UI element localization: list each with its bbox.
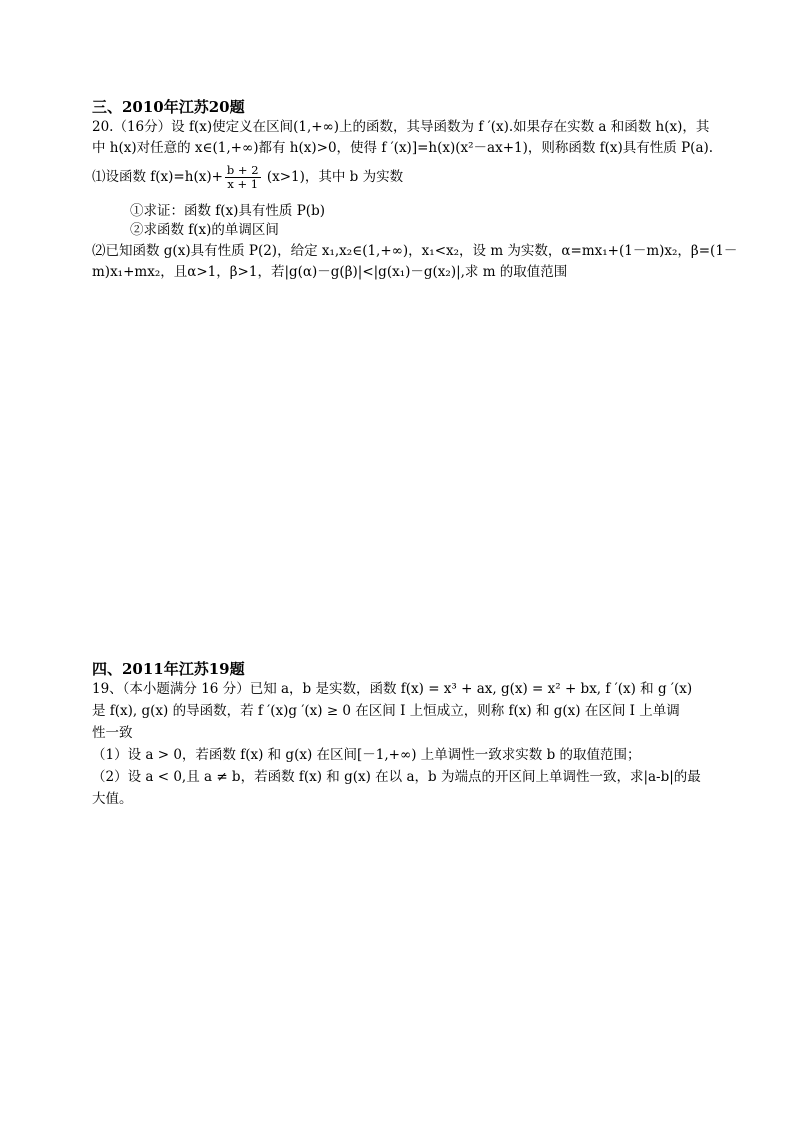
problem-20-line-2: 中 h(x)对任意的 x∈(1,+∞)都有 h(x)>0，使得 f ′(x)]=h(x)(x²－ax+1)，则称函数 f(x)具有性质 P(a).: [92, 140, 714, 156]
problem-20-part-2-line-1: ⑵已知函数 g(x)具有性质 P(2)，给定 x₁,x₂∈(1,+∞)，x₁<x₂，设 m 为实数，α=mx₁+(1－m)x₂，β=(1－: [92, 243, 738, 259]
fraction: [225, 164, 261, 191]
problem-19-line-4: （1）设 a > 0，若函数 f(x) 和 g(x) 在区间[－1,+∞) 上单调性一致求实数 b 的取值范围；: [92, 747, 641, 763]
section-3-title: 三、2010年江苏20题: [92, 98, 245, 116]
fraction-numerator: b + 2: [226, 163, 259, 177]
problem-20-subquestion-2: ②求函数 f(x)的单调区间: [130, 222, 279, 238]
part-1-suffix: (x>1)，其中 b 为实数: [262, 169, 404, 185]
section-4-title: 四、2011年江苏19题: [92, 660, 245, 678]
fraction-denominator: x + 1: [227, 177, 259, 191]
problem-20-line-1: 20.（16分）设 f(x)使定义在区间(1,+∞)上的函数，其导函数为 f ′(x).如果存在实数 a 和函数 h(x)，其: [92, 119, 710, 135]
problem-20-part-1: [92, 163, 712, 191]
part-1-prefix: ⑴设函数 f(x)=h(x)+: [92, 169, 223, 185]
problem-19-line-3: 性一致: [92, 725, 133, 741]
problem-20-part-2-line-2: m)x₁+mx₂，且α>1，β>1，若|g(α)－g(β)|<|g(x₁)－g(x₂)|,求 m 的取值范围: [92, 264, 568, 280]
problem-20-subquestion-1: ①求证：函数 f(x)具有性质 P(b): [130, 203, 325, 219]
problem-19-line-5: （2）设 a < 0,且 a ≠ b，若函数 f(x) 和 g(x) 在以 a，b 为端点的开区间上单调性一致，求|a-b|的最: [92, 769, 701, 785]
problem-19-line-6: 大值。: [92, 791, 133, 807]
problem-19-line-2: 是 f(x), g(x) 的导函数，若 f ′(x)g ′(x) ≥ 0 在区间 I 上恒成立，则称 f(x) 和 g(x) 在区间 I 上单调: [92, 703, 680, 719]
problem-19-line-1: 19、（本小题满分 16 分）已知 a，b 是实数，函数 f(x) = x³ + ax, g(x) = x² + bx, f ′(x) 和 g ′(x): [92, 681, 693, 697]
